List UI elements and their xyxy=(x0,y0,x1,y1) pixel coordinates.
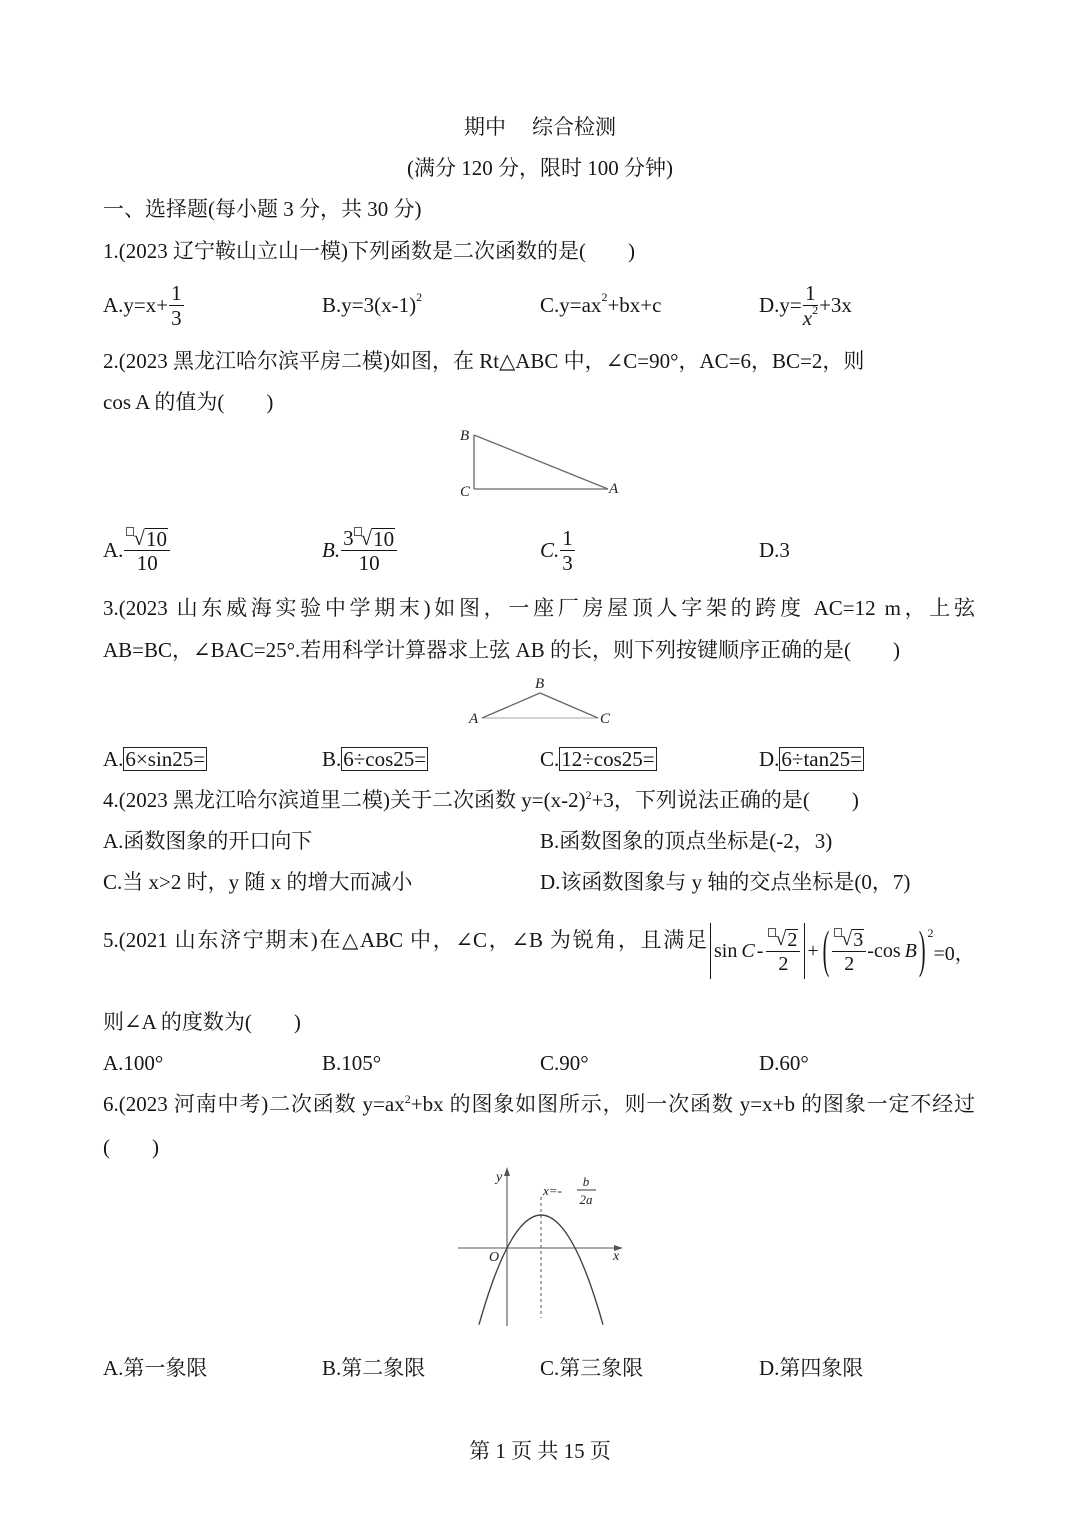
cos-function: -cos xyxy=(867,939,901,962)
option-label: B. xyxy=(322,293,342,317)
option-label: C. xyxy=(540,293,560,317)
q6-stem-suffix: +bx 的图象如图所示，则一次函数 y=x+b 的图象一定不经过 xyxy=(410,1092,976,1116)
exponent: 2 xyxy=(416,290,423,304)
numerator: 1 xyxy=(562,525,573,550)
option-value: 3 xyxy=(779,538,790,562)
key-sequence-box: 6÷tan25= xyxy=(781,747,862,771)
numerator xyxy=(124,527,170,551)
square-root xyxy=(834,928,864,950)
option-label: B. xyxy=(322,747,342,771)
option-label: C. xyxy=(540,538,560,562)
side-ab xyxy=(482,693,540,718)
square-root xyxy=(354,527,396,549)
q3-roof-truss-figure xyxy=(460,672,620,728)
q2-option-d xyxy=(759,525,790,575)
y-axis-arrow xyxy=(504,1167,510,1176)
option-expression: y=x+ xyxy=(123,293,169,317)
square-root xyxy=(768,928,798,950)
option-label: B. xyxy=(322,538,341,562)
sqrt-sign: √ xyxy=(133,525,145,550)
plus-sign: + xyxy=(807,939,819,962)
q4-option-c: C.当 x>2 时，y 随 x 的增大而减小 xyxy=(103,870,413,894)
denominator-variable: x xyxy=(802,305,813,330)
q5-stem-line2: 则∠A 的度数为( ) xyxy=(103,1010,301,1034)
fraction xyxy=(766,928,800,975)
option-label: D. xyxy=(759,538,780,562)
coefficient: 3 xyxy=(343,525,354,550)
q6-option-a: A.第一象限 xyxy=(103,1356,208,1380)
radicand: 10 xyxy=(145,526,167,551)
denominator: 10 xyxy=(358,550,380,575)
radicand: 3 xyxy=(853,928,864,951)
option-expression: y= xyxy=(779,293,802,317)
sin-function: sin xyxy=(714,939,738,962)
numerator xyxy=(832,928,866,952)
q3-option-d xyxy=(759,734,864,784)
page-subtitle: (满分 120 分，限时 100 分钟) xyxy=(407,156,673,180)
radicand: 10 xyxy=(373,526,395,551)
origin-label: O xyxy=(489,1250,500,1265)
denominator: 2 xyxy=(844,952,855,975)
numerator: 1 xyxy=(171,280,182,305)
q5-option-a: A.100° xyxy=(103,1051,164,1075)
q4-option-a: A.函数图象的开口向下 xyxy=(103,829,313,853)
q4-stem-suffix: +3，下列说法正确的是( ) xyxy=(591,788,859,812)
q2-option-b xyxy=(322,525,398,575)
q5-stem-line1: 5.(2021 山东济宁期末)在△ABC 中，∠C，∠B 为锐角，且满足 xyxy=(103,928,707,952)
sqrt-sign: √ xyxy=(775,927,787,950)
q5-equation xyxy=(710,922,975,980)
q6-stem-line1 xyxy=(103,1093,975,1115)
option-label: D. xyxy=(759,747,780,771)
y-axis-label: y xyxy=(496,1170,503,1185)
q3-option-c xyxy=(540,734,657,784)
key-sequence-box: 6÷cos25= xyxy=(343,747,427,771)
q2-option-a xyxy=(103,525,171,575)
q1-option-d xyxy=(759,280,852,330)
denominator: 3 xyxy=(562,550,573,575)
denominator: 3 xyxy=(171,305,182,330)
vertex-label-b: B xyxy=(460,428,470,444)
exponent: 2 xyxy=(812,302,819,317)
sqrt-sign: √ xyxy=(360,525,373,550)
side-bc xyxy=(540,693,598,718)
equals-zero: =0， xyxy=(933,942,975,965)
q1-option-a xyxy=(103,280,185,330)
q3-option-b xyxy=(322,734,428,784)
q2-option-c xyxy=(540,525,576,575)
option-label: A. xyxy=(103,293,124,317)
vertex-label-c: C xyxy=(460,484,471,500)
q4-option-b: B.函数图象的顶点坐标是(-2，3) xyxy=(540,829,833,853)
symmetry-fraction-numerator: b xyxy=(582,1174,590,1189)
exponent: 2 xyxy=(927,926,934,940)
q2-stem-line1: 2.(2023 黑龙江哈尔滨平房二模)如图，在 Rt△ABC 中，∠C=90°，AC=6，BC=2，则 xyxy=(103,349,865,373)
fraction xyxy=(169,282,184,329)
q6-option-d: D.第四象限 xyxy=(759,1356,864,1380)
denominator xyxy=(802,302,819,330)
option-expression-suffix: +bx+c xyxy=(607,293,662,317)
exponent: 2 xyxy=(404,1092,411,1106)
open-parenthesis: ( xyxy=(822,922,830,980)
option-label: A. xyxy=(103,747,124,771)
q6-stem-prefix: 6.(2023 河南中考)二次函数 y=ax xyxy=(103,1092,405,1116)
q4-stem xyxy=(103,789,859,811)
q1-option-b xyxy=(322,280,422,330)
q1-stem: 1.(2023 辽宁鞍山立山一模)下列函数是二次函数的是( ) xyxy=(103,239,635,263)
q3-stem-line1: 3.(2023 山东威海实验中学期末)如图，一座厂房屋顶人字架的跨度 AC=12 m，上弦 xyxy=(103,596,975,620)
denominator: 2 xyxy=(778,952,789,975)
vertex-label-a: A xyxy=(469,711,479,727)
key-sequence-box: 6×sin25= xyxy=(125,747,206,771)
fraction xyxy=(341,527,397,574)
square-root xyxy=(126,527,168,549)
side-ab xyxy=(474,435,608,489)
numerator: 1 xyxy=(805,280,816,305)
title-left: 期中 xyxy=(464,115,506,139)
q4-stem-text: 4.(2023 黑龙江哈尔滨道里二模)关于二次函数 y=(x-2) xyxy=(103,788,586,812)
fraction xyxy=(124,527,170,574)
symmetry-fraction-denominator: 2a xyxy=(579,1192,593,1207)
q3-option-a xyxy=(103,734,207,784)
vertex-label-c: C xyxy=(600,711,611,727)
page-footer: 第 1 页 共 15 页 xyxy=(469,1439,611,1463)
symmetry-axis-equation: x=- xyxy=(543,1183,562,1198)
fraction xyxy=(560,527,575,574)
option-expression: y=3(x-1) xyxy=(341,293,417,317)
radicand: 2 xyxy=(787,928,798,951)
option-label: A. xyxy=(103,538,124,562)
q6-parabola-figure xyxy=(450,1160,630,1330)
denominator: 10 xyxy=(136,550,158,575)
numerator xyxy=(341,527,397,551)
page-title xyxy=(0,116,1080,138)
q3-stem-line2: AB=BC，∠BAC=25°.若用科学计算器求上弦 AB 的长，则下列按键顺序正确的是( ) xyxy=(103,638,900,662)
exponent: 2 xyxy=(585,788,592,802)
absolute-value xyxy=(710,923,805,979)
close-parenthesis: ) xyxy=(918,922,926,980)
q5-option-c: C.90° xyxy=(540,1051,589,1075)
exponent: 2 xyxy=(601,290,608,304)
section-heading: 一、选择题(每小题 3 分，共 30 分) xyxy=(103,197,422,221)
angle-c: C xyxy=(741,939,755,962)
q6-option-b: B.第二象限 xyxy=(322,1356,426,1380)
option-expression-suffix: +3x xyxy=(819,293,852,317)
fraction xyxy=(832,928,866,975)
title-right: 综合检测 xyxy=(532,115,616,139)
q1-option-c xyxy=(540,280,661,330)
vertex-label-a: A xyxy=(609,481,619,497)
vertex-label-b: B xyxy=(535,676,545,692)
fraction xyxy=(803,282,818,329)
q6-stem-line2: ( ) xyxy=(103,1135,159,1159)
q4-option-d: D.该函数图象与 y 轴的交点坐标是(0，7) xyxy=(540,870,911,894)
option-label: D. xyxy=(759,293,780,317)
option-expression: y=ax xyxy=(559,293,602,317)
option-label: C. xyxy=(540,747,560,771)
numerator xyxy=(766,928,800,952)
angle-b: B xyxy=(904,939,917,962)
q2-triangle-figure xyxy=(455,422,635,504)
minus-sign: - xyxy=(756,939,764,962)
q5-option-b: B.105° xyxy=(322,1051,382,1075)
sqrt-sign: √ xyxy=(841,927,853,950)
q2-stem-line2: cos A 的值为( ) xyxy=(103,390,274,414)
q6-option-c: C.第三象限 xyxy=(540,1356,644,1380)
key-sequence-box: 12÷cos25= xyxy=(561,747,655,771)
q5-option-d: D.60° xyxy=(759,1051,809,1075)
x-axis-label: x xyxy=(613,1249,620,1264)
